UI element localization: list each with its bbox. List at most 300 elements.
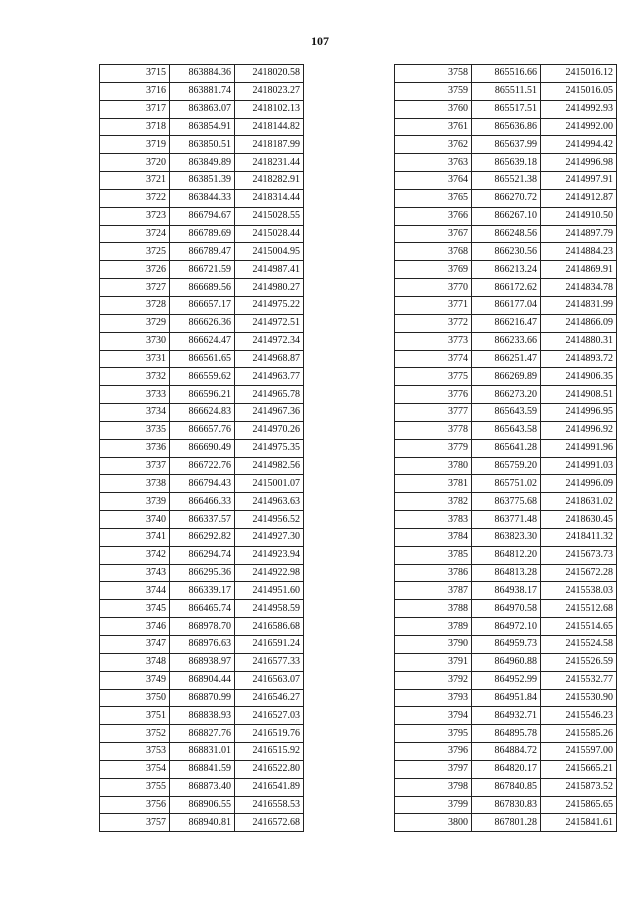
table-row bbox=[100, 796, 304, 814]
point-number-cell: 3751 bbox=[100, 707, 170, 725]
y-coordinate-cell: 2414996.98 bbox=[541, 154, 617, 172]
point-number-cell: 3750 bbox=[100, 689, 170, 707]
coordinate-table-right-body bbox=[395, 65, 617, 832]
x-coordinate-cell: 866626.36 bbox=[170, 314, 235, 332]
table-row bbox=[395, 618, 617, 636]
point-number-cell: 3716 bbox=[100, 82, 170, 100]
x-coordinate-cell: 863771.48 bbox=[472, 511, 541, 529]
x-coordinate-cell: 864884.72 bbox=[472, 743, 541, 761]
point-number-cell: 3798 bbox=[395, 778, 472, 796]
point-number-cell: 3793 bbox=[395, 689, 472, 707]
point-number-cell: 3736 bbox=[100, 439, 170, 457]
x-coordinate-cell: 864820.17 bbox=[472, 760, 541, 778]
x-coordinate-cell: 868940.81 bbox=[170, 814, 235, 832]
x-coordinate-cell: 866172.62 bbox=[472, 279, 541, 297]
y-coordinate-cell: 2418314.44 bbox=[235, 189, 304, 207]
point-number-cell: 3731 bbox=[100, 350, 170, 368]
point-number-cell: 3761 bbox=[395, 118, 472, 136]
y-coordinate-cell: 2418020.58 bbox=[235, 65, 304, 83]
y-coordinate-cell: 2416572.68 bbox=[235, 814, 304, 832]
y-coordinate-cell: 2414963.77 bbox=[235, 368, 304, 386]
table-row bbox=[100, 189, 304, 207]
y-coordinate-cell: 2414965.78 bbox=[235, 386, 304, 404]
table-row bbox=[395, 386, 617, 404]
point-number-cell: 3789 bbox=[395, 618, 472, 636]
table-row bbox=[395, 743, 617, 761]
table-row bbox=[395, 546, 617, 564]
y-coordinate-cell: 2416563.07 bbox=[235, 671, 304, 689]
y-coordinate-cell: 2418102.13 bbox=[235, 100, 304, 118]
x-coordinate-cell: 866722.76 bbox=[170, 457, 235, 475]
point-number-cell: 3786 bbox=[395, 564, 472, 582]
table-row bbox=[100, 296, 304, 314]
table-row bbox=[395, 814, 617, 832]
y-coordinate-cell: 2414975.35 bbox=[235, 439, 304, 457]
table-row bbox=[395, 118, 617, 136]
y-coordinate-cell: 2414992.93 bbox=[541, 100, 617, 118]
point-number-cell: 3743 bbox=[100, 564, 170, 582]
y-coordinate-cell: 2416546.27 bbox=[235, 689, 304, 707]
table-row bbox=[395, 582, 617, 600]
x-coordinate-cell: 868906.55 bbox=[170, 796, 235, 814]
y-coordinate-cell: 2415524.58 bbox=[541, 636, 617, 654]
x-coordinate-cell: 865636.86 bbox=[472, 118, 541, 136]
table-row bbox=[100, 82, 304, 100]
point-number-cell: 3759 bbox=[395, 82, 472, 100]
x-coordinate-cell: 866466.33 bbox=[170, 493, 235, 511]
point-number-cell: 3785 bbox=[395, 546, 472, 564]
point-number-cell: 3791 bbox=[395, 653, 472, 671]
point-number-cell: 3781 bbox=[395, 475, 472, 493]
point-number-cell: 3745 bbox=[100, 600, 170, 618]
table-row bbox=[395, 778, 617, 796]
x-coordinate-cell: 863854.91 bbox=[170, 118, 235, 136]
table-row bbox=[395, 368, 617, 386]
table-row bbox=[100, 546, 304, 564]
x-coordinate-cell: 864970.58 bbox=[472, 600, 541, 618]
y-coordinate-cell: 2414996.92 bbox=[541, 421, 617, 439]
x-coordinate-cell: 866657.17 bbox=[170, 296, 235, 314]
x-coordinate-cell: 866721.59 bbox=[170, 261, 235, 279]
y-coordinate-cell: 2414991.03 bbox=[541, 457, 617, 475]
point-number-cell: 3729 bbox=[100, 314, 170, 332]
y-coordinate-cell: 2418282.91 bbox=[235, 172, 304, 190]
table-row bbox=[395, 100, 617, 118]
y-coordinate-cell: 2414910.50 bbox=[541, 207, 617, 225]
y-coordinate-cell: 2414912.87 bbox=[541, 189, 617, 207]
point-number-cell: 3747 bbox=[100, 636, 170, 654]
table-row bbox=[100, 207, 304, 225]
x-coordinate-cell: 868841.59 bbox=[170, 760, 235, 778]
y-coordinate-cell: 2414996.09 bbox=[541, 475, 617, 493]
x-coordinate-cell: 865641.28 bbox=[472, 439, 541, 457]
table-row bbox=[395, 796, 617, 814]
y-coordinate-cell: 2415514.65 bbox=[541, 618, 617, 636]
point-number-cell: 3760 bbox=[395, 100, 472, 118]
point-number-cell: 3717 bbox=[100, 100, 170, 118]
table-row bbox=[395, 225, 617, 243]
x-coordinate-cell: 868938.97 bbox=[170, 653, 235, 671]
y-coordinate-cell: 2414958.59 bbox=[235, 600, 304, 618]
x-coordinate-cell: 863851.39 bbox=[170, 172, 235, 190]
point-number-cell: 3756 bbox=[100, 796, 170, 814]
x-coordinate-cell: 863850.51 bbox=[170, 136, 235, 154]
y-coordinate-cell: 2414997.91 bbox=[541, 172, 617, 190]
x-coordinate-cell: 868831.01 bbox=[170, 743, 235, 761]
table-row bbox=[395, 65, 617, 83]
table-row bbox=[100, 100, 304, 118]
point-number-cell: 3776 bbox=[395, 386, 472, 404]
table-row bbox=[100, 368, 304, 386]
y-coordinate-cell: 2414893.72 bbox=[541, 350, 617, 368]
table-row bbox=[100, 707, 304, 725]
point-number-cell: 3780 bbox=[395, 457, 472, 475]
x-coordinate-cell: 863884.36 bbox=[170, 65, 235, 83]
point-number-cell: 3749 bbox=[100, 671, 170, 689]
table-row bbox=[100, 814, 304, 832]
y-coordinate-cell: 2415673.73 bbox=[541, 546, 617, 564]
x-coordinate-cell: 866339.17 bbox=[170, 582, 235, 600]
point-number-cell: 3753 bbox=[100, 743, 170, 761]
y-coordinate-cell: 2414972.51 bbox=[235, 314, 304, 332]
point-number-cell: 3748 bbox=[100, 653, 170, 671]
point-number-cell: 3765 bbox=[395, 189, 472, 207]
table-row bbox=[100, 511, 304, 529]
point-number-cell: 3778 bbox=[395, 421, 472, 439]
table-row bbox=[100, 279, 304, 297]
table-row bbox=[100, 386, 304, 404]
x-coordinate-cell: 863844.33 bbox=[170, 189, 235, 207]
y-coordinate-cell: 2415672.28 bbox=[541, 564, 617, 582]
table-row bbox=[395, 279, 617, 297]
point-number-cell: 3755 bbox=[100, 778, 170, 796]
table-row bbox=[100, 243, 304, 261]
x-coordinate-cell: 866292.82 bbox=[170, 528, 235, 546]
y-coordinate-cell: 2418187.99 bbox=[235, 136, 304, 154]
table-row bbox=[395, 189, 617, 207]
point-number-cell: 3777 bbox=[395, 404, 472, 422]
table-row bbox=[395, 243, 617, 261]
table-row bbox=[395, 439, 617, 457]
y-coordinate-cell: 2414992.00 bbox=[541, 118, 617, 136]
x-coordinate-cell: 866233.66 bbox=[472, 332, 541, 350]
point-number-cell: 3774 bbox=[395, 350, 472, 368]
x-coordinate-cell: 868838.93 bbox=[170, 707, 235, 725]
point-number-cell: 3799 bbox=[395, 796, 472, 814]
point-number-cell: 3718 bbox=[100, 118, 170, 136]
point-number-cell: 3766 bbox=[395, 207, 472, 225]
x-coordinate-cell: 866216.47 bbox=[472, 314, 541, 332]
y-coordinate-cell: 2416527.03 bbox=[235, 707, 304, 725]
x-coordinate-cell: 867830.83 bbox=[472, 796, 541, 814]
x-coordinate-cell: 865516.66 bbox=[472, 65, 541, 83]
y-coordinate-cell: 2415526.59 bbox=[541, 653, 617, 671]
table-row bbox=[100, 636, 304, 654]
point-number-cell: 3757 bbox=[100, 814, 170, 832]
point-number-cell: 3740 bbox=[100, 511, 170, 529]
point-number-cell: 3758 bbox=[395, 65, 472, 83]
table-row bbox=[395, 671, 617, 689]
point-number-cell: 3738 bbox=[100, 475, 170, 493]
x-coordinate-cell: 866689.56 bbox=[170, 279, 235, 297]
table-row bbox=[395, 564, 617, 582]
table-row bbox=[395, 707, 617, 725]
point-number-cell: 3790 bbox=[395, 636, 472, 654]
table-row bbox=[395, 725, 617, 743]
y-coordinate-cell: 2414987.41 bbox=[235, 261, 304, 279]
y-coordinate-cell: 2416522.80 bbox=[235, 760, 304, 778]
x-coordinate-cell: 866177.04 bbox=[472, 296, 541, 314]
table-row bbox=[100, 528, 304, 546]
point-number-cell: 3727 bbox=[100, 279, 170, 297]
table-row bbox=[100, 671, 304, 689]
y-coordinate-cell: 2414972.34 bbox=[235, 332, 304, 350]
y-coordinate-cell: 2415001.07 bbox=[235, 475, 304, 493]
y-coordinate-cell: 2416591.24 bbox=[235, 636, 304, 654]
x-coordinate-cell: 863863.07 bbox=[170, 100, 235, 118]
x-coordinate-cell: 864895.78 bbox=[472, 725, 541, 743]
table-row bbox=[100, 421, 304, 439]
table-row bbox=[395, 600, 617, 618]
y-coordinate-cell: 2416577.33 bbox=[235, 653, 304, 671]
point-number-cell: 3734 bbox=[100, 404, 170, 422]
point-number-cell: 3754 bbox=[100, 760, 170, 778]
table-row bbox=[100, 760, 304, 778]
table-row bbox=[395, 760, 617, 778]
point-number-cell: 3715 bbox=[100, 65, 170, 83]
y-coordinate-cell: 2418630.45 bbox=[541, 511, 617, 529]
point-number-cell: 3772 bbox=[395, 314, 472, 332]
table-row bbox=[395, 296, 617, 314]
x-coordinate-cell: 867840.85 bbox=[472, 778, 541, 796]
point-number-cell: 3732 bbox=[100, 368, 170, 386]
y-coordinate-cell: 2414975.22 bbox=[235, 296, 304, 314]
table-row bbox=[395, 457, 617, 475]
y-coordinate-cell: 2414884.23 bbox=[541, 243, 617, 261]
x-coordinate-cell: 865643.59 bbox=[472, 404, 541, 422]
table-row bbox=[395, 136, 617, 154]
point-number-cell: 3746 bbox=[100, 618, 170, 636]
x-coordinate-cell: 866248.56 bbox=[472, 225, 541, 243]
table-row bbox=[100, 332, 304, 350]
y-coordinate-cell: 2415585.26 bbox=[541, 725, 617, 743]
table-row bbox=[395, 82, 617, 100]
point-number-cell: 3722 bbox=[100, 189, 170, 207]
x-coordinate-cell: 866794.67 bbox=[170, 207, 235, 225]
y-coordinate-cell: 2414927.30 bbox=[235, 528, 304, 546]
x-coordinate-cell: 864952.99 bbox=[472, 671, 541, 689]
x-coordinate-cell: 864932.71 bbox=[472, 707, 541, 725]
x-coordinate-cell: 866624.47 bbox=[170, 332, 235, 350]
x-coordinate-cell: 866789.47 bbox=[170, 243, 235, 261]
x-coordinate-cell: 864813.28 bbox=[472, 564, 541, 582]
table-row bbox=[395, 314, 617, 332]
y-coordinate-cell: 2414831.99 bbox=[541, 296, 617, 314]
table-row bbox=[100, 457, 304, 475]
y-coordinate-cell: 2414967.36 bbox=[235, 404, 304, 422]
x-coordinate-cell: 866251.47 bbox=[472, 350, 541, 368]
point-number-cell: 3794 bbox=[395, 707, 472, 725]
x-coordinate-cell: 864812.20 bbox=[472, 546, 541, 564]
table-row bbox=[395, 493, 617, 511]
point-number-cell: 3742 bbox=[100, 546, 170, 564]
y-coordinate-cell: 2415841.61 bbox=[541, 814, 617, 832]
y-coordinate-cell: 2414968.87 bbox=[235, 350, 304, 368]
y-coordinate-cell: 2414994.42 bbox=[541, 136, 617, 154]
x-coordinate-cell: 865521.38 bbox=[472, 172, 541, 190]
x-coordinate-cell: 868827.76 bbox=[170, 725, 235, 743]
point-number-cell: 3788 bbox=[395, 600, 472, 618]
table-row bbox=[100, 65, 304, 83]
table-row bbox=[100, 600, 304, 618]
y-coordinate-cell: 2414880.31 bbox=[541, 332, 617, 350]
y-coordinate-cell: 2418631.02 bbox=[541, 493, 617, 511]
x-coordinate-cell: 866295.36 bbox=[170, 564, 235, 582]
y-coordinate-cell: 2414956.52 bbox=[235, 511, 304, 529]
coordinate-table-right bbox=[394, 64, 617, 832]
point-number-cell: 3768 bbox=[395, 243, 472, 261]
point-number-cell: 3762 bbox=[395, 136, 472, 154]
x-coordinate-cell: 865511.51 bbox=[472, 82, 541, 100]
y-coordinate-cell: 2415873.52 bbox=[541, 778, 617, 796]
point-number-cell: 3770 bbox=[395, 279, 472, 297]
y-coordinate-cell: 2414970.26 bbox=[235, 421, 304, 439]
x-coordinate-cell: 866270.72 bbox=[472, 189, 541, 207]
table-row bbox=[100, 404, 304, 422]
table-row bbox=[100, 314, 304, 332]
x-coordinate-cell: 865751.02 bbox=[472, 475, 541, 493]
point-number-cell: 3784 bbox=[395, 528, 472, 546]
table-row bbox=[395, 404, 617, 422]
table-row bbox=[395, 332, 617, 350]
point-number-cell: 3800 bbox=[395, 814, 472, 832]
y-coordinate-cell: 2415665.21 bbox=[541, 760, 617, 778]
point-number-cell: 3797 bbox=[395, 760, 472, 778]
y-coordinate-cell: 2414897.79 bbox=[541, 225, 617, 243]
point-number-cell: 3724 bbox=[100, 225, 170, 243]
point-number-cell: 3769 bbox=[395, 261, 472, 279]
x-coordinate-cell: 868904.44 bbox=[170, 671, 235, 689]
point-number-cell: 3773 bbox=[395, 332, 472, 350]
point-number-cell: 3771 bbox=[395, 296, 472, 314]
table-row bbox=[395, 653, 617, 671]
y-coordinate-cell: 2415538.03 bbox=[541, 582, 617, 600]
x-coordinate-cell: 863881.74 bbox=[170, 82, 235, 100]
point-number-cell: 3775 bbox=[395, 368, 472, 386]
x-coordinate-cell: 864959.73 bbox=[472, 636, 541, 654]
point-number-cell: 3752 bbox=[100, 725, 170, 743]
point-number-cell: 3792 bbox=[395, 671, 472, 689]
y-coordinate-cell: 2414923.94 bbox=[235, 546, 304, 564]
point-number-cell: 3721 bbox=[100, 172, 170, 190]
point-number-cell: 3730 bbox=[100, 332, 170, 350]
y-coordinate-cell: 2414869.91 bbox=[541, 261, 617, 279]
y-coordinate-cell: 2416515.92 bbox=[235, 743, 304, 761]
coordinate-table-left bbox=[99, 64, 304, 832]
table-row bbox=[100, 653, 304, 671]
x-coordinate-cell: 866559.62 bbox=[170, 368, 235, 386]
point-number-cell: 3725 bbox=[100, 243, 170, 261]
coordinate-table-left-body bbox=[100, 65, 304, 832]
point-number-cell: 3741 bbox=[100, 528, 170, 546]
y-coordinate-cell: 2418023.27 bbox=[235, 82, 304, 100]
x-coordinate-cell: 867801.28 bbox=[472, 814, 541, 832]
page-number: 107 bbox=[311, 34, 329, 48]
y-coordinate-cell: 2415004.95 bbox=[235, 243, 304, 261]
y-coordinate-cell: 2414996.95 bbox=[541, 404, 617, 422]
table-row bbox=[100, 225, 304, 243]
point-number-cell: 3763 bbox=[395, 154, 472, 172]
table-row bbox=[100, 136, 304, 154]
x-coordinate-cell: 865643.58 bbox=[472, 421, 541, 439]
x-coordinate-cell: 868870.99 bbox=[170, 689, 235, 707]
x-coordinate-cell: 868976.63 bbox=[170, 636, 235, 654]
y-coordinate-cell: 2415512.68 bbox=[541, 600, 617, 618]
table-row bbox=[100, 118, 304, 136]
table-row bbox=[100, 564, 304, 582]
y-coordinate-cell: 2415597.00 bbox=[541, 743, 617, 761]
table-row bbox=[395, 511, 617, 529]
y-coordinate-cell: 2418144.82 bbox=[235, 118, 304, 136]
y-coordinate-cell: 2416541.89 bbox=[235, 778, 304, 796]
table-row bbox=[100, 493, 304, 511]
table-row bbox=[100, 689, 304, 707]
point-number-cell: 3739 bbox=[100, 493, 170, 511]
table-row bbox=[395, 350, 617, 368]
x-coordinate-cell: 863823.30 bbox=[472, 528, 541, 546]
x-coordinate-cell: 866269.89 bbox=[472, 368, 541, 386]
point-number-cell: 3723 bbox=[100, 207, 170, 225]
y-coordinate-cell: 2414922.98 bbox=[235, 564, 304, 582]
table-row bbox=[395, 207, 617, 225]
y-coordinate-cell: 2415016.12 bbox=[541, 65, 617, 83]
point-number-cell: 3744 bbox=[100, 582, 170, 600]
point-number-cell: 3783 bbox=[395, 511, 472, 529]
y-coordinate-cell: 2414980.27 bbox=[235, 279, 304, 297]
x-coordinate-cell: 864951.84 bbox=[472, 689, 541, 707]
y-coordinate-cell: 2415016.05 bbox=[541, 82, 617, 100]
table-row bbox=[100, 475, 304, 493]
x-coordinate-cell: 864960.88 bbox=[472, 653, 541, 671]
point-number-cell: 3796 bbox=[395, 743, 472, 761]
x-coordinate-cell: 866273.20 bbox=[472, 386, 541, 404]
table-row bbox=[395, 528, 617, 546]
table-row bbox=[100, 743, 304, 761]
point-number-cell: 3733 bbox=[100, 386, 170, 404]
table-row bbox=[100, 725, 304, 743]
table-row bbox=[100, 154, 304, 172]
y-coordinate-cell: 2414866.09 bbox=[541, 314, 617, 332]
y-coordinate-cell: 2414908.51 bbox=[541, 386, 617, 404]
x-coordinate-cell: 866465.74 bbox=[170, 600, 235, 618]
y-coordinate-cell: 2416558.53 bbox=[235, 796, 304, 814]
y-coordinate-cell: 2415028.44 bbox=[235, 225, 304, 243]
x-coordinate-cell: 866596.21 bbox=[170, 386, 235, 404]
point-number-cell: 3728 bbox=[100, 296, 170, 314]
point-number-cell: 3720 bbox=[100, 154, 170, 172]
table-row bbox=[395, 689, 617, 707]
table-row bbox=[100, 778, 304, 796]
x-coordinate-cell: 866337.57 bbox=[170, 511, 235, 529]
x-coordinate-cell: 866267.10 bbox=[472, 207, 541, 225]
x-coordinate-cell: 866690.49 bbox=[170, 439, 235, 457]
x-coordinate-cell: 866230.56 bbox=[472, 243, 541, 261]
point-number-cell: 3764 bbox=[395, 172, 472, 190]
x-coordinate-cell: 866657.76 bbox=[170, 421, 235, 439]
y-coordinate-cell: 2415865.65 bbox=[541, 796, 617, 814]
table-row bbox=[100, 439, 304, 457]
y-coordinate-cell: 2415546.23 bbox=[541, 707, 617, 725]
